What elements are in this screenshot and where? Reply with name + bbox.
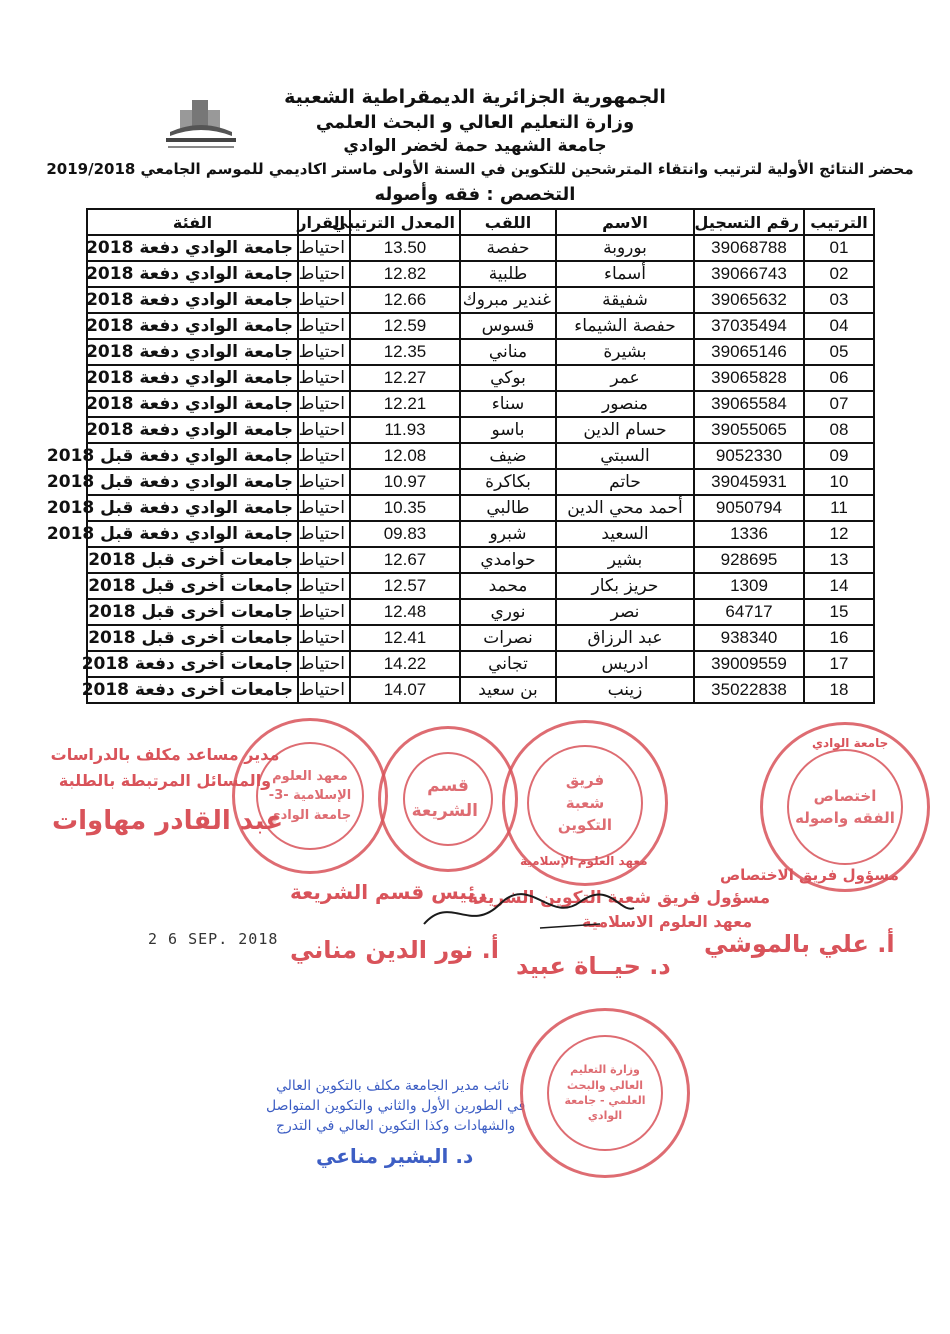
sharia-stamp	[378, 726, 518, 872]
cell-first-name: حاتم	[556, 469, 694, 495]
cell-category: جامعات أخرى دفعة 2018	[87, 677, 298, 703]
col-header-decision: القرار	[298, 209, 350, 235]
institute-stamp-text: معهد العلوم الإسلامية -3- جامعة الوادي	[268, 768, 352, 823]
cell-first-name: بشيرة	[556, 339, 694, 365]
cell-decision: احتياط	[298, 339, 350, 365]
cell-first-name: عبد الرزاق	[556, 625, 694, 651]
cell-last-name: سناء	[460, 391, 556, 417]
specialty-stamp-title: اختصاص	[813, 786, 877, 805]
cell-average: 12.41	[350, 625, 460, 651]
cell-rank: 18	[804, 677, 874, 703]
table-row	[87, 417, 874, 443]
cell-registration: 938340	[694, 625, 804, 651]
training-head-line: مسؤول فريق شعبة التكوين الشريعة	[468, 888, 771, 908]
cell-average: 12.48	[350, 599, 460, 625]
vice-rector-name: د. البشير مناعي	[316, 1144, 474, 1168]
sharia-stamp-text: قسم الشريعة	[411, 775, 478, 821]
cell-registration: 39055065	[694, 417, 804, 443]
cell-registration: 35022838	[694, 677, 804, 703]
cell-decision: احتياط	[298, 651, 350, 677]
table-row	[87, 287, 874, 313]
dept-head-line: رئيس قسم الشريعة	[290, 880, 487, 904]
cell-first-name: ادريس	[556, 651, 694, 677]
cell-rank: 10	[804, 469, 874, 495]
specialty-head-line: مسؤول فريق الاختصاص	[720, 866, 899, 884]
cell-category: جامعات أخرى دفعة 2018	[87, 651, 298, 677]
cell-average: 12.57	[350, 573, 460, 599]
republic-title: الجمهورية الجزائرية الديمقراطية الشعبية	[284, 86, 666, 108]
cell-registration: 39066743	[694, 261, 804, 287]
cell-first-name: حفصة الشيماء	[556, 313, 694, 339]
cell-registration: 37035494	[694, 313, 804, 339]
cell-last-name: بوكي	[460, 365, 556, 391]
cell-rank: 01	[804, 235, 874, 261]
assistant-director-name: عبد القادر مهاوات	[52, 806, 284, 836]
cell-registration: 39068788	[694, 235, 804, 261]
cell-last-name: تجاني	[460, 651, 556, 677]
cell-category: جامعة الوادي دفعة 2018	[87, 287, 298, 313]
handwritten-signature	[420, 884, 640, 944]
cell-average: 12.82	[350, 261, 460, 287]
cell-average: 10.35	[350, 495, 460, 521]
table-row	[87, 599, 874, 625]
specialty-stamp-top: جامعة الوادي	[812, 736, 889, 750]
cell-last-name: بكاكرة	[460, 469, 556, 495]
cell-category: جامعات أخرى قبل 2018	[87, 547, 298, 573]
signatory-name-2: د. حيــاة عبيد	[516, 952, 671, 980]
cell-rank: 14	[804, 573, 874, 599]
cell-rank: 06	[804, 365, 874, 391]
cell-first-name: حريز بكار	[556, 573, 694, 599]
cell-last-name: شبرو	[460, 521, 556, 547]
col-header-first-name: الاسم	[556, 209, 694, 235]
table-header-row	[87, 209, 874, 235]
cell-first-name: بوروبة	[556, 235, 694, 261]
table-row	[87, 547, 874, 573]
signatory-name-3: أ. علي بالموشي	[704, 930, 895, 958]
cell-average: 12.67	[350, 547, 460, 573]
col-header-average: المعدل الترتيبي	[350, 209, 460, 235]
cell-last-name: باسو	[460, 417, 556, 443]
cell-first-name: عمر	[556, 365, 694, 391]
cell-last-name: طلبية	[460, 261, 556, 287]
cell-last-name: قسوس	[460, 313, 556, 339]
cell-average: 09.83	[350, 521, 460, 547]
col-header-last-name: اللقب	[460, 209, 556, 235]
cell-category: جامعات أخرى قبل 2018	[87, 625, 298, 651]
table-row	[87, 651, 874, 677]
cell-average: 11.93	[350, 417, 460, 443]
table-row	[87, 625, 874, 651]
cell-rank: 08	[804, 417, 874, 443]
cell-rank: 17	[804, 651, 874, 677]
vice-rector-title-2: في الطورين الأول والثاني والتكوين المتواصل	[266, 1098, 526, 1114]
cell-decision: احتياط	[298, 625, 350, 651]
cell-decision: احتياط	[298, 235, 350, 261]
cell-average: 12.08	[350, 443, 460, 469]
cell-average: 14.07	[350, 677, 460, 703]
cell-category: جامعة الوادي دفعة قبل 2018	[87, 521, 298, 547]
cell-average: 12.27	[350, 365, 460, 391]
cell-first-name: شفيقة	[556, 287, 694, 313]
ministry-stamp	[520, 1008, 690, 1178]
cell-registration: 9050794	[694, 495, 804, 521]
cell-category: جامعة الوادي دفعة قبل 2018	[87, 495, 298, 521]
cell-rank: 04	[804, 313, 874, 339]
cell-registration: 9052330	[694, 443, 804, 469]
cell-first-name: السبتي	[556, 443, 694, 469]
cell-decision: احتياط	[298, 287, 350, 313]
signatory-name-1: أ. نور الدين مناني	[290, 936, 499, 964]
cell-rank: 16	[804, 625, 874, 651]
cell-rank: 11	[804, 495, 874, 521]
table-row	[87, 391, 874, 417]
results-table	[46, 208, 875, 704]
table-row	[87, 521, 874, 547]
table-row	[87, 677, 874, 703]
col-header-rank: الترتيب	[804, 209, 874, 235]
cell-decision: احتياط	[298, 391, 350, 417]
cell-registration: 1336	[694, 521, 804, 547]
cell-decision: احتياط	[298, 677, 350, 703]
cell-last-name: ضيف	[460, 443, 556, 469]
cell-first-name: بشير	[556, 547, 694, 573]
cell-first-name: منصور	[556, 391, 694, 417]
table-row	[87, 469, 874, 495]
table-row	[87, 573, 874, 599]
institute-line: معهد العلوم الاسلامية	[582, 912, 753, 931]
cell-rank: 07	[804, 391, 874, 417]
cell-registration: 39009559	[694, 651, 804, 677]
cell-registration: 39065632	[694, 287, 804, 313]
cell-rank: 05	[804, 339, 874, 365]
cell-category: جامعة الوادي دفعة 2018	[87, 313, 298, 339]
cell-last-name: غندير مبروك	[460, 287, 556, 313]
cell-rank: 09	[804, 443, 874, 469]
cell-registration: 64717	[694, 599, 804, 625]
cell-decision: احتياط	[298, 313, 350, 339]
cell-average: 12.21	[350, 391, 460, 417]
cell-last-name: حفصة	[460, 235, 556, 261]
cell-decision: احتياط	[298, 261, 350, 287]
cell-decision: احتياط	[298, 573, 350, 599]
ministry-title: وزارة التعليم العالي و البحث العلمي	[315, 112, 635, 133]
vice-rector-title-1: نائب مدير الجامعة مكلف بالتكوين العالي	[276, 1078, 510, 1094]
cell-last-name: نوري	[460, 599, 556, 625]
cell-category: جامعة الوادي دفعة 2018	[87, 339, 298, 365]
cell-average: 12.35	[350, 339, 460, 365]
cell-average: 10.97	[350, 469, 460, 495]
specialty-stamp-name: الفقه واصوله	[795, 809, 895, 827]
cell-decision: احتياط	[298, 443, 350, 469]
cell-rank: 02	[804, 261, 874, 287]
training-team-stamp-bottom: معهد العلوم الإسلامية	[520, 854, 648, 868]
specialty-title: التخصص : فقه وأصوله	[374, 184, 576, 205]
cell-average: 12.59	[350, 313, 460, 339]
cell-average: 13.50	[350, 235, 460, 261]
table-row	[87, 313, 874, 339]
cell-first-name: نصر	[556, 599, 694, 625]
cell-decision: احتياط	[298, 599, 350, 625]
cell-last-name: حوامدي	[460, 547, 556, 573]
table-row	[87, 261, 874, 287]
cell-rank: 03	[804, 287, 874, 313]
cell-average: 12.66	[350, 287, 460, 313]
cell-last-name: محمد	[460, 573, 556, 599]
cell-registration: 39065828	[694, 365, 804, 391]
table-row	[87, 495, 874, 521]
cell-category: جامعة الوادي دفعة قبل 2018	[87, 469, 298, 495]
cell-category: جامعة الوادي دفعة 2018	[87, 365, 298, 391]
cell-first-name: حسام الدين	[556, 417, 694, 443]
cell-decision: احتياط	[298, 469, 350, 495]
cell-average: 14.22	[350, 651, 460, 677]
cell-rank: 12	[804, 521, 874, 547]
col-header-registration: رقم التسجيل	[694, 209, 804, 235]
cell-rank: 13	[804, 547, 874, 573]
cell-category: جامعات أخرى قبل 2018	[87, 573, 298, 599]
col-header-category: الفئة	[87, 209, 298, 235]
cell-category: جامعة الوادي دفعة 2018	[87, 391, 298, 417]
institute-stamp	[232, 718, 388, 874]
cell-rank: 15	[804, 599, 874, 625]
ministry-stamp-ring: وزارة التعليم العالي والبحث العلمي - جامعة الوادي	[564, 1063, 646, 1123]
cell-first-name: أحمد محي الدين	[556, 495, 694, 521]
cell-first-name: السعيد	[556, 521, 694, 547]
cell-decision: احتياط	[298, 521, 350, 547]
table-row	[87, 365, 874, 391]
cell-decision: احتياط	[298, 495, 350, 521]
cell-registration: 928695	[694, 547, 804, 573]
cell-last-name: طالبي	[460, 495, 556, 521]
cell-category: جامعة الوادي دفعة 2018	[87, 417, 298, 443]
cell-last-name: بن سعيد	[460, 677, 556, 703]
table-row	[87, 339, 874, 365]
cell-category: جامعة الوادي دفعة 2018	[87, 235, 298, 261]
cell-last-name: مناني	[460, 339, 556, 365]
cell-decision: احتياط	[298, 417, 350, 443]
vice-rector-title-3: والشهادات وكذا التكوين العالي في التدرج	[276, 1118, 516, 1134]
cell-category: جامعة الوادي دفعة قبل 2018	[87, 443, 298, 469]
cell-decision: احتياط	[298, 547, 350, 573]
university-title: جامعة الشهيد حمة لخضر الوادي	[343, 136, 607, 156]
record-title: محضر النتائج الأولية لترتيب وانتقاء المترشحين للتكوين في السنة الأولى ماستر اكاديمي للموسم الجامعي 2019/2018	[46, 160, 914, 178]
cell-registration: 39045931	[694, 469, 804, 495]
cell-first-name: أسماء	[556, 261, 694, 287]
cell-last-name: نصرات	[460, 625, 556, 651]
cell-first-name: زينب	[556, 677, 694, 703]
table-row	[87, 443, 874, 469]
training-team-stamp-title: فريق شعبة التكوين	[557, 771, 613, 835]
cell-registration: 39065146	[694, 339, 804, 365]
table-row	[87, 235, 874, 261]
cell-registration: 39065584	[694, 391, 804, 417]
cell-category: جامعة الوادي دفعة 2018	[87, 261, 298, 287]
cell-category: جامعات أخرى قبل 2018	[87, 599, 298, 625]
cell-registration: 1309	[694, 573, 804, 599]
assistant-director-title: مدير مساعد مكلف بالدراسات والمسائل المرتبطة بالطلبة	[50, 745, 280, 790]
cell-decision: احتياط	[298, 365, 350, 391]
date-stamp: 2 6 SEP. 2018	[148, 930, 279, 948]
